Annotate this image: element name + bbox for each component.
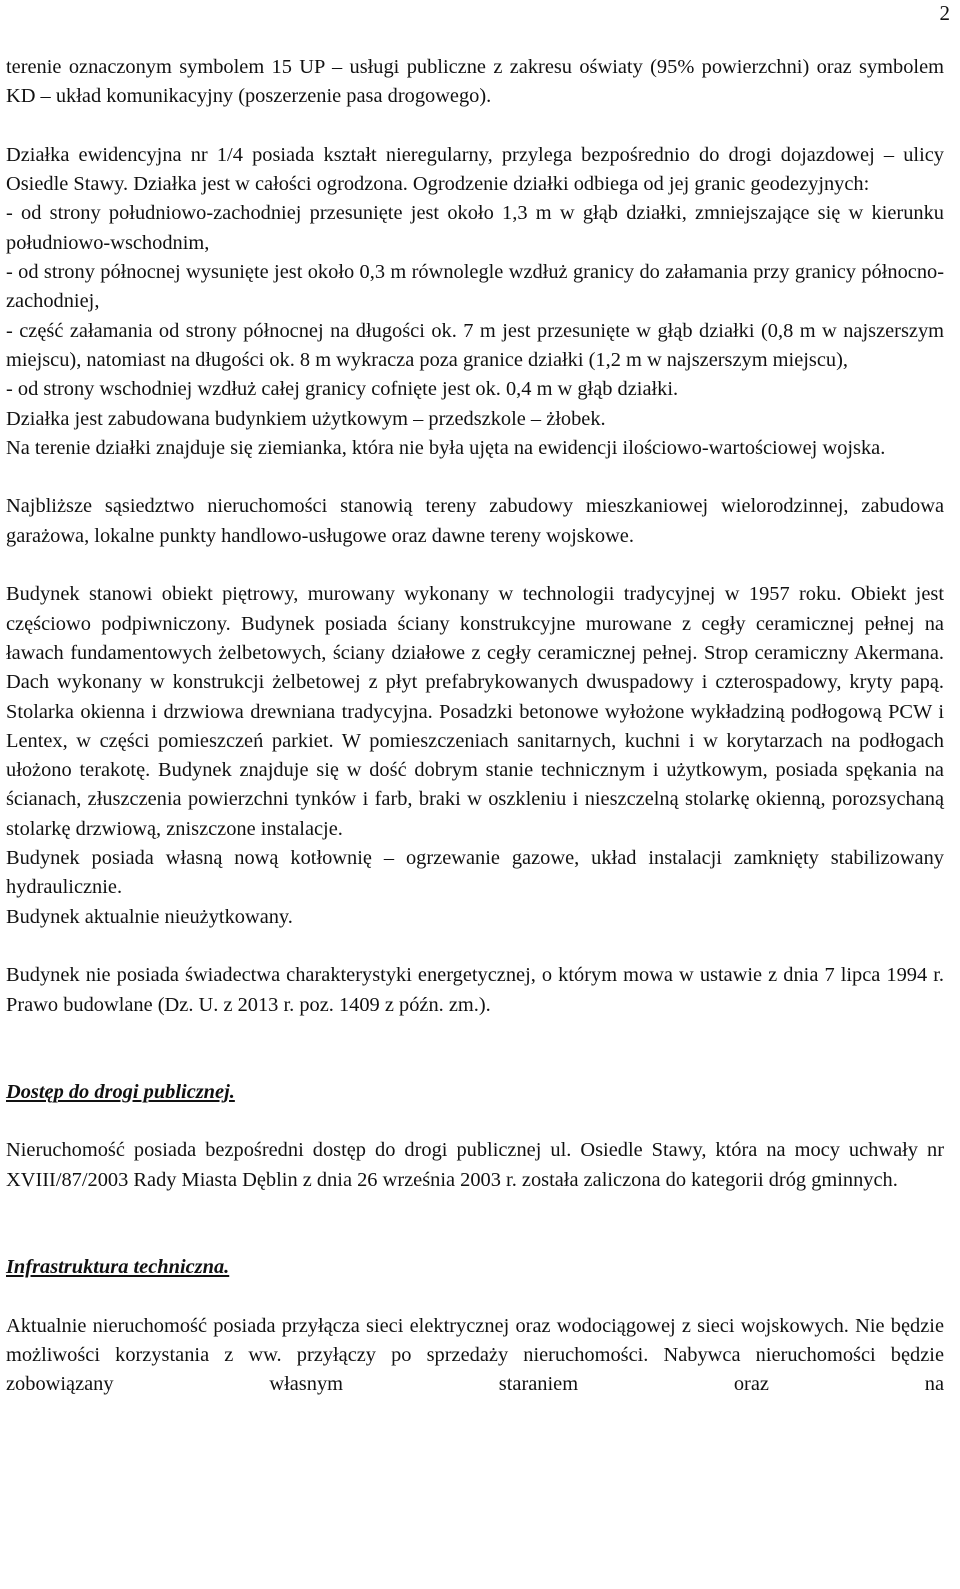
fence-item-north-break: - część załamania od strony północnej na długości ok. 7 m jest przesunięte w głąb działki (0,8 m w najszerszym miejscu), natomiast na długości ok. 8 m wykracza poza granice działki (1,2 m w najszerszym miejscu), [6,319,944,371]
document-body [6,53,944,1399]
paragraph-neighborhood: Najbliższe sąsiedztwo nieruchomości stanowią tereny zabudowy mieszkaniowej wielorodzinnej, zabudowa garażowa, lokalne punkty handlowo-usługowe oraz dawne tereny wojskowe. [6,495,944,547]
paragraph-dugout: Na terenie działki znajduje się ziemianka, która nie była ujęta na ewidencji ilościowo-wartościowej wojska. [6,436,886,459]
paragraph-technical-infrastructure: Aktualnie nieruchomość posiada przyłącza sieci elektrycznej oraz wodociągowej z sieci wojskowych. Nie będzie możliwości korzystania z ww. przyłączy po sprzedaży nieruchomości. Nabywca nieruchomości będzie zobowiązany własnym staraniem oraz na [6,1314,944,1396]
fence-item-north: - od strony północnej wysunięte jest około 0,3 m równolegle wzdłuż granicy do załamania przy granicy północno-zachodniej, [6,261,944,313]
paragraph-built-up: Działka jest zabudowana budynkiem użytkowym – przedszkole – żłobek. [6,407,606,430]
fence-item-east: - od strony wschodniej wzdłuż całej granicy cofnięte jest ok. 0,4 m w głąb działki. [6,378,679,401]
paragraph-plot-description: Działka ewidencyjna nr 1/4 posiada kształt nieregularny, przylega bezpośrednio do drogi dojazdowej – ulicy Osiedle Stawy. Działka jest w całości ogrodzona. Ogrodzenie działki odbiega od jej granic geodezyjnych: [6,143,944,196]
page-number: 2 [939,1,950,25]
fence-item-southwest: - od strony południowo-zachodniej przesunięte jest około 1,3 m w głąb działki, zmniejszające się w kierunku południowo-wschodnim, [6,202,944,254]
paragraph-land-use: terenie oznaczonym symbolem 15 UP – usługi publiczne z zakresu oświaty (95% powierzchni) oraz symbolem KD – układ komunikacyjny (poszerzenie pasa drogowego). [6,56,944,108]
paragraph-boiler-room: Budynek posiada własną nową kotłownię – ogrzewanie gazowe, układ instalacji zamknięty stabilizowany hydraulicznie. [6,847,944,899]
paragraph-building-description: Budynek stanowi obiekt piętrowy, murowany wykonany w technologii tradycyjnej w 1957 roku. Obiekt jest częściowo podpiwniczony. Budynek posiada ściany konstrukcyjne murowane z cegły ceramicznej pełnej na ławach fundamentowych żelbetowych, ściany działowe z cegły ceramicznej pełnej. Strop ceramiczny Akermana. Dach wykonany w konstrukcji żelbetowej z płyt prefabrykowanych dwuspadowy i czterospadowy, kryty papą. Stolarka okienna i drzwiowa drewniana tradycyjna. Posadzki betonowe wyłożone wykładziną podłogową PCW i Lentex, w części pomieszczeń parkiet. W pomieszczeniach sanitarnych, kuchni i w korytarzach na podłogach ułożono terakotę. Budynek znajduje się w dość dobrym stanie technicznym i użytkowym, posiada spękania na ścianach, złuszczenia powierzchni tynków i farb, braki w oszkleniu i nieszczelną stolarkę okienną, porozsychaną stolarkę drzwiową, zniszczone instalacje. [6,583,944,840]
paragraph-energy-certificate: Budynek nie posiada świadectwa charakterystyki energetycznej, o którym mowa w ustawie z dnia 7 lipca 1994 r. Prawo budowlane (Dz. U. z 2013 r. poz. 1409 z późn. zm.). [6,964,944,1016]
heading-technical-infrastructure: Infrastruktura techniczna. [6,1255,230,1278]
paragraph-public-road-access: Nieruchomość posiada bezpośredni dostęp do drogi publicznej ul. Osiedle Stawy, która na mocy uchwały nr XVIII/87/2003 Rady Miasta Dęblin z dnia 26 września 2003 r. została zaliczona do kategorii dróg gminnych. [6,1139,944,1191]
heading-public-road-access: Dostęp do drogi publicznej. [6,1080,235,1103]
paragraph-building-unused: Budynek aktualnie nieużytkowany. [6,905,293,928]
